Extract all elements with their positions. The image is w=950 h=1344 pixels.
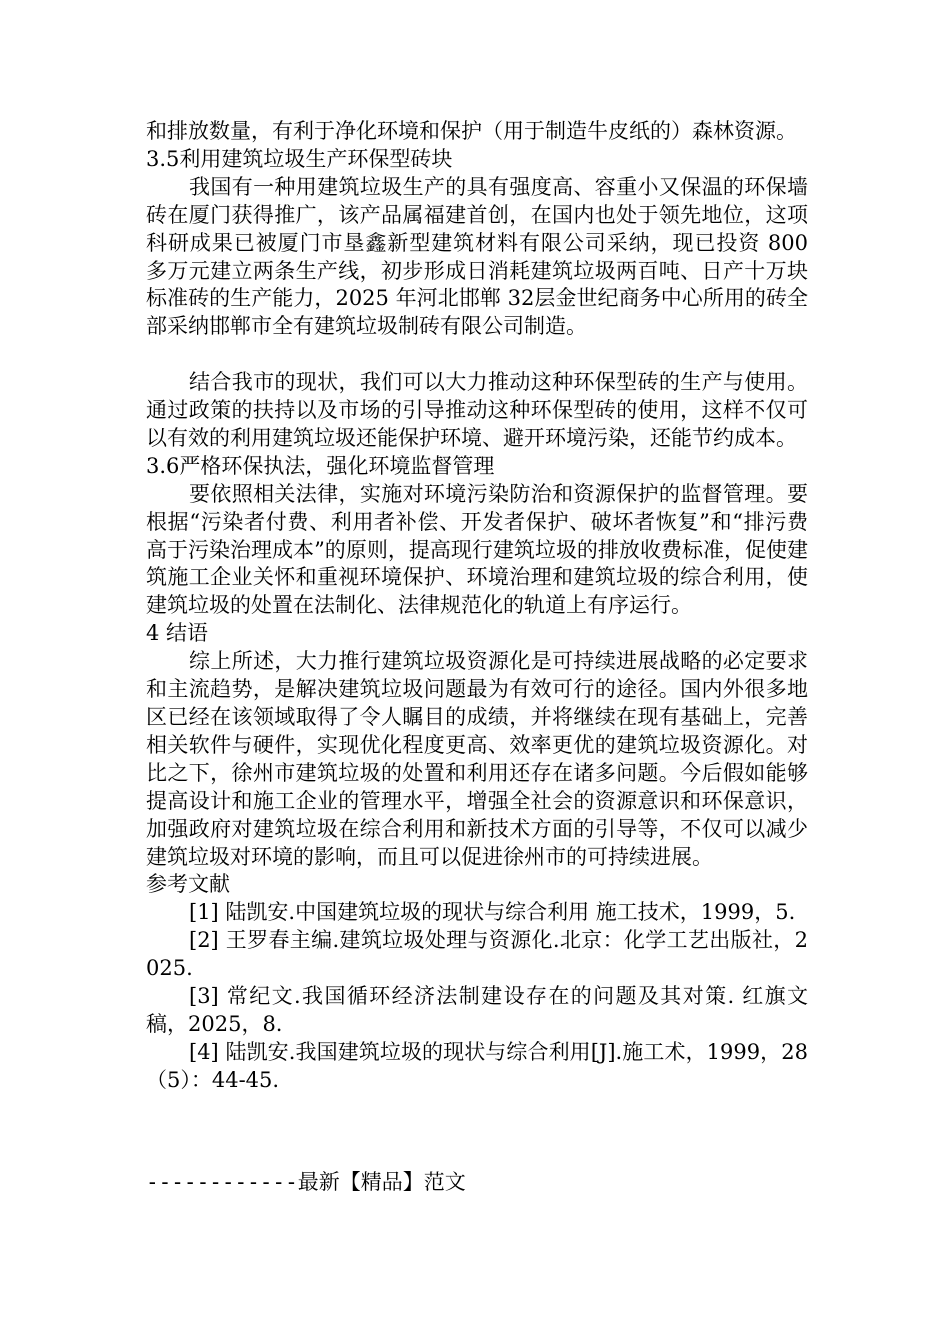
section-heading-3-5: 3.5利用建筑垃圾生产环保型砖块: [146, 146, 453, 171]
paragraph-local-status: 结合我市的现状，我们可以大力推动这种环保型砖的生产与使用。通过政策的扶持以及市场的引导推动这种环保型砖的使用，这样不仅可以有效的利用建筑垃圾还能保护环境、避开环境污染，还能节约成本。: [146, 370, 808, 450]
page-footer: ------------最新【精品】范文: [146, 1170, 466, 1194]
paragraph-conclusion: 综上所述，大力推行建筑垃圾资源化是可持续进展战略的必定要求和主流趋势，是解决建筑垃圾问题最为有效可行的途径。国内外很多地区已经在该领域取得了令人瞩目的成绩，并将继续在现有基础上，完善相关软件与硬件，实现优化程度更高、效率更优的建筑垃圾资源化。对比之下，徐州市建筑垃圾的处置和利用还存在诸多问题。今后假如能够提高设计和施工企业的管理水平，增强全社会的资源意识和环保意识，加强政府对建筑垃圾在综合利用和新技术方面的引导等，不仅可以减少建筑垃圾对环境的影响，而且可以促进徐州市的可持续进展。: [146, 649, 808, 869]
references-heading: 参考文献: [146, 872, 230, 897]
section-heading-3-6: 3.6严格环保执法，强化环境监督管理: [146, 453, 495, 478]
paragraph-continuation: 和排放数量，有利于净化环境和保护（用于制造牛皮纸的）森林资源。: [146, 119, 797, 143]
paragraph-eco-bricks: 我国有一种用建筑垃圾生产的具有强度高、容重小又保温的环保墙砖在厦门获得推广，该产品属福建首创，在国内也处于领先地位，这项科研成果已被厦门市垦鑫新型建筑材料有限公司采纳，现已投资 800 多万元建立两条生产线，初步形成日消耗建筑垃圾两百吨、日产十万块标准砖的生产能力，2025 年河北邯郸 32层金世纪商务中心所用的砖全部采纳邯郸市全有建筑垃圾制砖有限公司制造。: [146, 174, 808, 339]
reference-item-1: [1] 陆凯安.中国建筑垃圾的现状与综合利用 施工技术，1999，5.: [189, 900, 796, 925]
reference-item-4: [4] 陆凯安.我国建筑垃圾的现状与综合利用[J].施工术，1999，28（5）：44-45.: [146, 1039, 808, 1092]
reference-item-3: [3] 常纪文.我国循环经济法制建设存在的问题及其对策. 红旗文稿，2025，8.: [146, 984, 808, 1036]
section-heading-4: 4 结语: [146, 621, 209, 646]
reference-item-2: [2] 王罗春主编.建筑垃圾处理与资源化.北京：化学工艺出版社，2025.: [146, 928, 808, 981]
blank-line: [146, 341, 808, 369]
document-body: [146, 118, 808, 1095]
paragraph-regulation: 要依照相关法律，实施对环境污染防治和资源保护的监督管理。要根据“污染者付费、利用者补偿、开发者保护、破坏者恢复”和“排污费高于污染治理成本”的原则，提高现行建筑垃圾的排放收费标准，促使建筑施工企业关怀和重视环境保护、环境治理和建筑垃圾的综合利用，使建筑垃圾的处置在法制化、法律规范化的轨道上有序运行。: [146, 481, 808, 618]
